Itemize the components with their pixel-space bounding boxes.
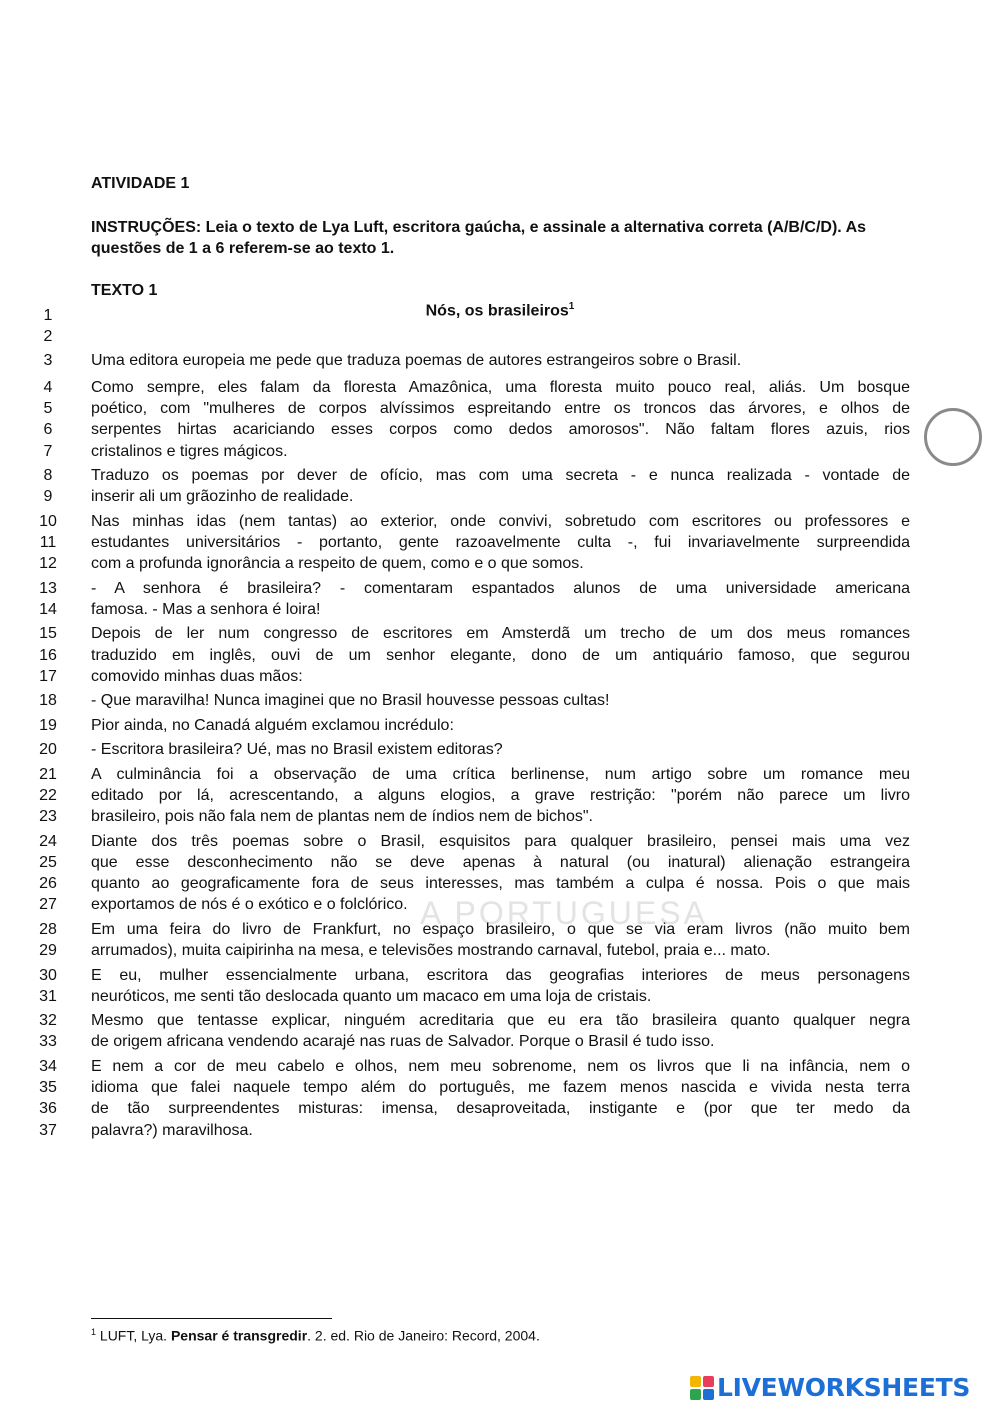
text-line: que esse desconhecimento não se deve apenas à natural (ou inatural) alienação estrangeira xyxy=(91,853,910,871)
line-number: 34 xyxy=(39,1057,57,1075)
line-number: 9 xyxy=(43,488,53,506)
text-line: Mesmo que tentasse explicar, ninguém acreditaria que eu era tão brasileira quanto qualquer negra xyxy=(91,1012,910,1030)
text-line: Depois de ler num congresso de escritores em Amsterdã um trecho de um dos meus romances xyxy=(91,625,910,643)
text-line: palavra?) maravilhosa. xyxy=(91,1121,253,1139)
footnote-marker: 1 xyxy=(91,1327,97,1337)
text-line: famosa. - Mas a senhora é loira! xyxy=(91,600,321,618)
brand-name: LIVEWORKSHEETS xyxy=(717,1373,971,1402)
line-number: 25 xyxy=(39,853,57,871)
liveworksheets-logo-icon xyxy=(690,1376,714,1400)
line-number: 21 xyxy=(39,765,57,783)
text-line: Diante dos três poemas sobre o Brasil, esquisitos para qualquer brasileiro, pensei mais uma vez xyxy=(91,832,910,850)
logo-square-1 xyxy=(690,1376,701,1387)
line-number: 32 xyxy=(39,1012,57,1030)
text-line: comovido minhas duas mãos: xyxy=(91,667,303,685)
logo-square-3 xyxy=(690,1389,701,1400)
footnote-divider xyxy=(91,1318,332,1319)
line-number: 31 xyxy=(39,987,57,1005)
text-line: Uma editora europeia me pede que traduza poemas de autores estrangeiros sobre o Brasil. xyxy=(91,352,742,369)
text-line: idioma que falei naquele tempo além do português, me fazem menos nascida e vivida nesta terra xyxy=(91,1079,910,1097)
line-number: 3 xyxy=(43,352,53,369)
line-number: 13 xyxy=(39,579,57,597)
line-number: 8 xyxy=(43,467,53,485)
text-line: quanto ao geograficamente fora de seus interesses, mas também a culpa é nossa. Pois o que mais xyxy=(91,875,910,893)
line-number: 15 xyxy=(39,625,57,643)
text-title xyxy=(0,301,1000,320)
line-number: 11 xyxy=(39,534,57,551)
text-line: - A senhora é brasileira? - comentaram espantados alunos de uma universidade americana xyxy=(91,579,910,597)
line-number: 35 xyxy=(39,1079,57,1097)
line-number: 30 xyxy=(39,966,57,984)
logo-square-2 xyxy=(703,1376,714,1387)
text-line: - Escritora brasileira? Ué, mas no Brasil existem editoras? xyxy=(91,741,503,759)
instructions: INSTRUÇÕES: Leia o texto de Lya Luft, escritora gaúcha, e assinale a alternativa correta (A/B/C/D). As questões de 1 a 6 referem-se ao texto 1. xyxy=(91,219,867,257)
text-line: E eu, mulher essencialmente urbana, escritora das geografias interiores de meus personagens xyxy=(91,966,910,984)
line-number: 5 xyxy=(43,400,53,418)
line-number: 14 xyxy=(39,600,57,618)
footnote-book: Pensar é transgredir xyxy=(170,1327,308,1344)
line-number: 12 xyxy=(39,555,57,573)
line-number: 4 xyxy=(43,379,53,396)
text-line: Em uma feira do livro de Frankfurt, no espaço brasileiro, o que se via eram livros (não muito bem xyxy=(91,920,910,938)
line-number: 17 xyxy=(39,667,57,685)
text-line: editado por lá, acrescentando, a alguns elogios, a grave restrição: "porém não parece um livro xyxy=(91,787,910,804)
line-number: 18 xyxy=(39,692,57,710)
line-number: 37 xyxy=(39,1121,57,1139)
text-line: Nas minhas idas (nem tantas) ao exterior, onde convivi, sobretudo com escritores ou professores e xyxy=(91,512,910,530)
footnote xyxy=(91,1327,540,1344)
title-footnote-marker: 1 xyxy=(568,301,575,312)
text-line: E nem a cor de meu cabelo e olhos, nem meu sobrenome, nem os livros que li na infância, nem o xyxy=(91,1057,910,1075)
line-number: 29 xyxy=(39,942,57,959)
line-number: 26 xyxy=(39,875,57,893)
activity-title: ATIVIDADE 1 xyxy=(91,175,190,192)
line-number: 33 xyxy=(39,1033,57,1051)
text-line: com a profunda ignorância a respeito de quem, como e o que somos. xyxy=(91,555,584,573)
text-line: neuróticos, me senti tão deslocada quanto um macaco em uma loja de cristais. xyxy=(91,987,652,1005)
liveworksheets-brand[interactable] xyxy=(690,1373,970,1402)
text-title-label: Nós, os brasileiros xyxy=(425,302,569,320)
line-number: 24 xyxy=(39,832,57,850)
line-number: 20 xyxy=(39,741,57,759)
text-line: de origem africana vendendo acarajé nas ruas de Salvador. Porque o Brasil é tudo isso. xyxy=(91,1033,715,1051)
logo-square-4 xyxy=(703,1389,714,1400)
line-number: 1 xyxy=(43,307,53,324)
line-number: 7 xyxy=(43,442,53,460)
line-number: 19 xyxy=(39,716,57,734)
text-line: poético, com "mulheres de corpos alvíssimos espreitando entre os troncos das árvores, e olhos de xyxy=(91,400,910,418)
text-line: Pior ainda, no Canadá alguém exclamou incrédulo: xyxy=(91,716,454,734)
text-line: serpentes hirtas acariciando esses corpos como dedos amorosos". Não faltam flores azuis, rios xyxy=(91,421,910,439)
text-line: cristalinos e tigres mágicos. xyxy=(91,442,288,460)
line-number: 10 xyxy=(39,512,57,530)
text-line: - Que maravilha! Nunca imaginei que no Brasil houvesse pessoas cultas! xyxy=(91,692,610,710)
line-number: 23 xyxy=(39,808,57,826)
text-line: arrumados), muita caipirinha na mesa, e televisões mostrando carnaval, futebol, praia e... mato. xyxy=(91,942,771,959)
text-line: exportamos de nós é o exótico e o folclórico. xyxy=(91,896,408,914)
text-line: brasileiro, pois não fala nem de plantas nem de índios nem de bichos". xyxy=(91,808,593,826)
text-line: Traduzo os poemas por dever de ofício, mas com uma secreta - e nunca realizada - vontade de xyxy=(91,467,910,485)
watermark-text: A PORTUGUESA xyxy=(420,895,708,931)
line-number: 6 xyxy=(43,421,53,439)
text-line: A culminância foi a observação de uma crítica berlinense, num artigo sobre um romance meu xyxy=(91,765,910,783)
text-line: de tão surpreendentes misturas: imensa, desaproveitada, instigante e (por que ter medo da xyxy=(91,1100,910,1118)
text-line: estudantes universitários - portanto, gente razoavelmente culta -, fui invariavelmente surpreendida xyxy=(91,534,910,551)
line-number: 22 xyxy=(39,787,57,804)
text-line: inserir ali um grãozinho de realidade. xyxy=(91,488,354,506)
footnote-author: LUFT, Lya. xyxy=(99,1327,168,1344)
line-number: 2 xyxy=(43,328,53,345)
line-number: 27 xyxy=(39,896,57,914)
text-line: traduzido em inglês, ouvi de um senhor elegante, dono de um antiquário famoso, que segurou xyxy=(91,646,910,664)
footnote-rest: . 2. ed. Rio de Janeiro: Record, 2004. xyxy=(307,1327,540,1344)
line-number: 36 xyxy=(39,1100,57,1118)
line-number: 16 xyxy=(39,646,57,664)
text-line: Como sempre, eles falam da floresta Amazônica, uma floresta muito pouco real, aliás. Um bosque xyxy=(91,379,910,396)
line-number: 28 xyxy=(39,920,57,938)
text-label: TEXTO 1 xyxy=(91,282,158,299)
circle-marker[interactable] xyxy=(924,408,982,466)
